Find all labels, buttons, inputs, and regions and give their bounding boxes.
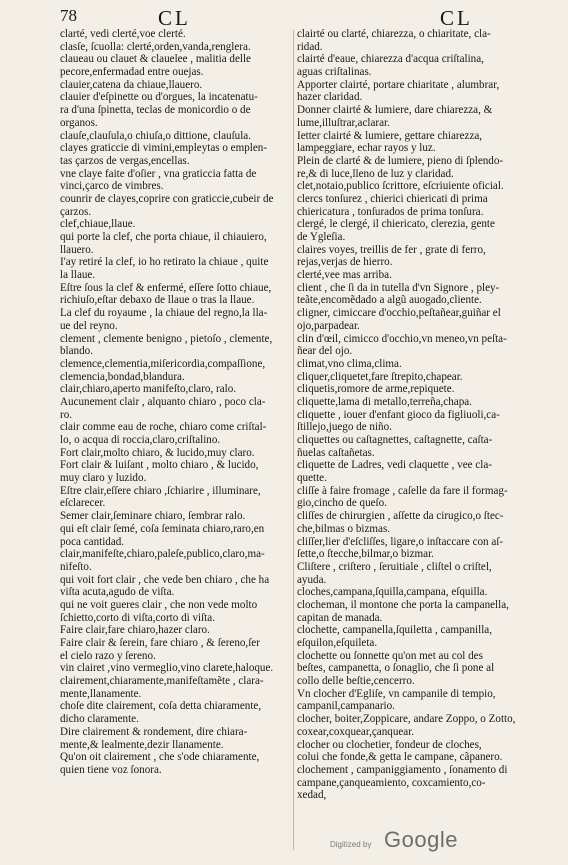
dictionary-line: counrir de clayes,coprire con graticcie,cubeir de: [60, 192, 274, 205]
dictionary-line: teãte,encomẽdado a algũ auogado,cliente.: [297, 294, 482, 307]
watermark-prefix: Digitized by: [330, 840, 372, 849]
dictionary-line: ue del reyno.: [60, 319, 118, 332]
dictionary-line: çarzos.: [60, 205, 92, 218]
dictionary-line: beſtes, campanetta, o ſonaglio, che ſi pone al: [297, 662, 495, 675]
dictionary-line: clerté,vee mas arriba.: [297, 269, 392, 282]
dictionary-line: cliſſes de chirurgien , aſſette da cirugico,o ſtec-: [297, 510, 504, 523]
dictionary-line: vin clairet ,vino vermeglio,vino clarete,haloque.: [60, 662, 274, 675]
dictionary-line: aguas criſtalinas.: [297, 66, 372, 79]
dictionary-line: Aucunement clair , alquanto chiaro , poco cla-: [60, 395, 266, 408]
dictionary-line: de Ygleſia.: [297, 231, 346, 243]
dictionary-line: muy claro y luzido.: [60, 472, 147, 485]
dictionary-line: che,bilmas o bizmas.: [297, 522, 391, 535]
dictionary-line: cliquer,cliquetet,fare ſtrepito,chapear.: [297, 370, 463, 383]
dictionary-line: gio,cincho de queſo.: [297, 497, 387, 510]
dictionary-line: Faire clair,fare chiaro,hazer claro.: [60, 624, 210, 637]
dictionary-line: eſquilon,eſquileta.: [297, 637, 378, 649]
dictionary-line: La clef du royaume , la chiaue del regno,la lla-: [60, 307, 268, 320]
dictionary-line: clin d'œil, cimicco d'occhio,vn meneo,vn peſta-: [297, 332, 507, 345]
dictionary-line: clarté, vedi clerté,voe clerté.: [60, 28, 186, 40]
dictionary-line: mente,llanamente.: [60, 687, 142, 700]
dictionary-line: clemencia,bondad,blandura.: [60, 370, 185, 383]
dictionary-line: ſette,o ſtecche,bilmar,o bizmar.: [297, 548, 434, 561]
dictionary-line: clement , clemente benigno , pietoſo , clemente,: [60, 332, 273, 345]
dictionary-line: client , che ſi da in tutella d'vn Signore , pley-: [297, 281, 500, 294]
dictionary-line: clair,chiaro,aperto manifeſto,claro, ralo.: [60, 383, 237, 396]
dictionary-line: ñear del ojo.: [297, 345, 353, 358]
right-column: [297, 28, 547, 802]
dictionary-line: cliſſe à faire fromage , caſelle da fare il formag-: [297, 484, 508, 497]
dictionary-line: cliſſer,lier d'eſcliſſes, ligare,o inſtaccare con aſ-: [297, 535, 504, 548]
dictionary-line: clayes graticcie di vimini,empleytas o emplen-: [60, 142, 268, 155]
dictionary-line: vne claye faite d'oſier , vna graticcia fatta de: [60, 167, 257, 180]
dictionary-line: qui voit fort clair , che vede ben chiaro , che ha: [60, 573, 270, 586]
dictionary-line: clemence,clementia,miſericordia,compaſſione,: [60, 357, 266, 370]
dictionary-line: el cielo razo y ſereno.: [60, 649, 156, 662]
dictionary-line: claueau ou clauet & clauelee , malitia delle: [60, 53, 251, 66]
dictionary-line: mente,& lealmente,dezir llanamente.: [60, 738, 224, 751]
dictionary-line: dicho claramente.: [60, 713, 139, 726]
dictionary-line: clergé, le clergé, il chiericato, clerezia, gente: [297, 218, 495, 231]
dictionary-line: qui porte la clef, che porta chiaue, il chiauiero,: [60, 231, 267, 243]
dictionary-line: llauero.: [60, 243, 94, 256]
dictionary-line: richiuſo,eſtar debaxo de llaue o tras la llaue.: [60, 294, 255, 307]
dictionary-line: cliquette,lama di metallo,terreña,chapa.: [297, 395, 472, 408]
dictionary-line: re,& di luce,lleno de luz y claridad.: [297, 167, 454, 180]
dictionary-line: clercs tonſurez , chierici chiericati di prima: [297, 192, 488, 205]
dictionary-line: Plein de clarté & de lumiere, pieno di ſplendo-: [297, 154, 504, 167]
dictionary-line: ſchietto,corto di viſta,corto di viſta.: [60, 611, 215, 624]
dictionary-line: clasſe, ſcuolla: clerté,orden,vanda,renglera.: [60, 40, 251, 53]
dictionary-line: nifeſto.: [60, 560, 92, 573]
dictionary-line: ridad.: [297, 40, 323, 53]
dictionary-line: I'ay retiré la clef, io ho retirato la chiaue , quite: [60, 256, 269, 269]
dictionary-line: Cliſtere , criſtero , ſeruitiale , cliſtel o criſtel,: [297, 560, 492, 573]
dictionary-line: clocheman, il montone che porta la campanella,: [297, 598, 509, 611]
dictionary-line: quien tiene voz ſonora.: [60, 763, 162, 776]
dictionary-line: quette.: [297, 472, 327, 485]
page-number: 78: [60, 6, 77, 25]
dictionary-line: vinci,çarco de vimbres.: [60, 180, 164, 193]
dictionary-line: xedad,: [297, 789, 327, 802]
column-divider: [293, 30, 294, 850]
dictionary-line: qui eſt clair ſemé, coſa ſeminata chiaro,raro,en: [60, 522, 265, 535]
dictionary-line: Eſtre clair,eſſere chiaro ,ſchiarire , illuminare,: [60, 484, 261, 497]
dictionary-line: ñuelas caſtañetas.: [297, 446, 375, 459]
dictionary-line: lo, o acqua di roccia,claro,criſtalino.: [60, 434, 221, 446]
dictionary-line: clef,chiaue,llaue.: [60, 218, 136, 231]
dictionary-line: clochement , campaniggiamento , ſonamento di: [297, 763, 508, 776]
dictionary-line: choſe dite clairement, coſa detta chiaramente,: [60, 700, 262, 713]
dictionary-line: Semer clair,ſeminare chiaro, ſembrar ralo.: [60, 510, 246, 523]
right-running-head: CL: [440, 6, 473, 30]
dictionary-line: Qu'on oit clairement , che s'ode chiaramente,: [60, 751, 260, 764]
dictionary-line: poca cantidad.: [60, 535, 125, 548]
dictionary-line: clauier d'eſpinette ou d'orgues, la incatenatu-: [60, 91, 258, 104]
dictionary-line: Ietter clairté & lumiere, gettare chiarezza,: [297, 129, 483, 142]
dictionary-line: viſta acuta,agudo de viſta.: [60, 586, 175, 599]
dictionary-line: clairté ou clarté, chiarezza, o chiaritate, cla-: [297, 28, 491, 40]
dictionary-line: cliquette de Ladres, vedi claquette , vee cla-: [297, 459, 492, 472]
dictionary-line: climat,vno clima,clima.: [297, 357, 402, 370]
dictionary-line: ayuda.: [297, 573, 327, 586]
dictionary-line: tas çarzos de vergas,encellas.: [60, 154, 190, 167]
dictionary-line: campane,çanqueamiento, coxcamiento,co-: [297, 776, 486, 789]
dictionary-line: ra d'una ſpinetta, teclas de monicordio o de: [60, 104, 251, 117]
dictionary-line: cliquetis,romore de arme,repiquete.: [297, 383, 455, 396]
dictionary-line: clair,manifeſte,chiaro,paleſe,publico,claro,ma-: [60, 548, 265, 561]
dictionary-line: cliquette , iouer d'enfant gioco da figliuoli,ca-: [297, 408, 500, 421]
dictionary-line: chiericatura , tonſurados de prima tonſura.: [297, 205, 484, 218]
dictionary-line: clochette ou ſonnette qu'on met au col des: [297, 649, 483, 662]
dictionary-line: Vn clocher d'Egliſe, vn campanile di tempio,: [297, 687, 496, 700]
dictionary-line: lampeggiare, echar rayos y luz.: [297, 142, 436, 155]
dictionary-line: eſclarecer.: [60, 497, 106, 510]
left-column: [60, 28, 293, 777]
dictionary-line: campanil,campanario.: [297, 700, 395, 713]
dictionary-line: Eſtre ſous la clef & enfermé, eſſere ſotto chiaue,: [60, 281, 272, 294]
dictionary-line: capitan de manada.: [297, 611, 383, 624]
dictionary-line: clocher ou clochetier, fondeur de cloches,: [297, 738, 482, 751]
dictionary-line: organos.: [60, 116, 98, 129]
dictionary-line: coxear,coxquear,çanquear.: [297, 725, 415, 738]
dictionary-line: clet,notaio,publico ſcrittore, eſcriuiente oficial.: [297, 180, 504, 193]
dictionary-line: clair comme eau de roche, chiaro come criſtal-: [60, 421, 267, 434]
dictionary-line: Fort clair,molto chiaro, & lucido,muy claro.: [60, 446, 255, 459]
dictionary-line: collo delle beſtie,cencerro.: [297, 675, 415, 688]
dictionary-line: Apporter clairté, portare chiaritate , alumbrar,: [297, 78, 500, 91]
dictionary-line: rejas,verjas de hierro.: [297, 256, 393, 269]
digitized-watermark: [298, 826, 558, 856]
page-header: [60, 6, 548, 30]
dictionary-line: ſtillejo,juego de niño.: [297, 421, 392, 434]
dictionary-line: cloches,campana,ſquilla,campana, eſquilla.: [297, 586, 488, 599]
dictionary-line: lume,illuſtrar,aclarar.: [297, 116, 390, 129]
dictionary-line: ojo,parpadear.: [297, 319, 360, 332]
google-logo: Google: [384, 827, 458, 852]
dictionary-line: ro.: [60, 408, 73, 421]
dictionary-line: qui ne voit gueres clair , che non vede molto: [60, 598, 258, 611]
dictionary-line: cligner, cimiccare d'occhio,peſtañear,guiñar el: [297, 307, 501, 320]
dictionary-line: clocher, boiter,Zoppicare, andare Zoppo, o Zotto,: [297, 713, 516, 726]
dictionary-line: Fort clair & luiſant , molto chiaro , & lucido,: [60, 459, 259, 472]
dictionary-line: clairement,chiaramente,manifeſtamẽte , clara-: [60, 675, 264, 688]
dictionary-line: colui che fonde,& getta le campane, cãpanero.: [297, 751, 503, 764]
dictionary-line: pecore,enfermadad entre ouejas.: [60, 66, 204, 79]
dictionary-line: la llaue.: [60, 269, 96, 282]
dictionary-line: Donner clairté & lumiere, dare chiarezza, &: [297, 104, 493, 117]
dictionary-line: cliquettes ou caſtagnettes, caſtagnette, caſta-: [297, 434, 493, 446]
dictionary-line: clauier,catena da chiaue,llauero.: [60, 78, 203, 91]
dictionary-line: clairté d'eaue, chiarezza d'acqua criſtalina,: [297, 53, 484, 66]
left-running-head: CL: [158, 6, 191, 30]
dictionary-line: hazer claridad.: [297, 91, 363, 104]
dictionary-line: blando.: [60, 345, 93, 358]
dictionary-line: clochette, campanella,ſquiletta , campanilla,: [297, 624, 492, 637]
dictionary-line: claires voyes, treillis de fer , grate di ferro,: [297, 243, 486, 256]
dictionary-line: clauſe,clauſula,o chiuſa,o dittione, clauſula.: [60, 129, 251, 142]
dictionary-line: Dire clairement & rondement, dire chiara-: [60, 725, 248, 738]
dictionary-line: Faire clair & ſerein, fare chiaro , & ſereno,ſer: [60, 637, 260, 649]
